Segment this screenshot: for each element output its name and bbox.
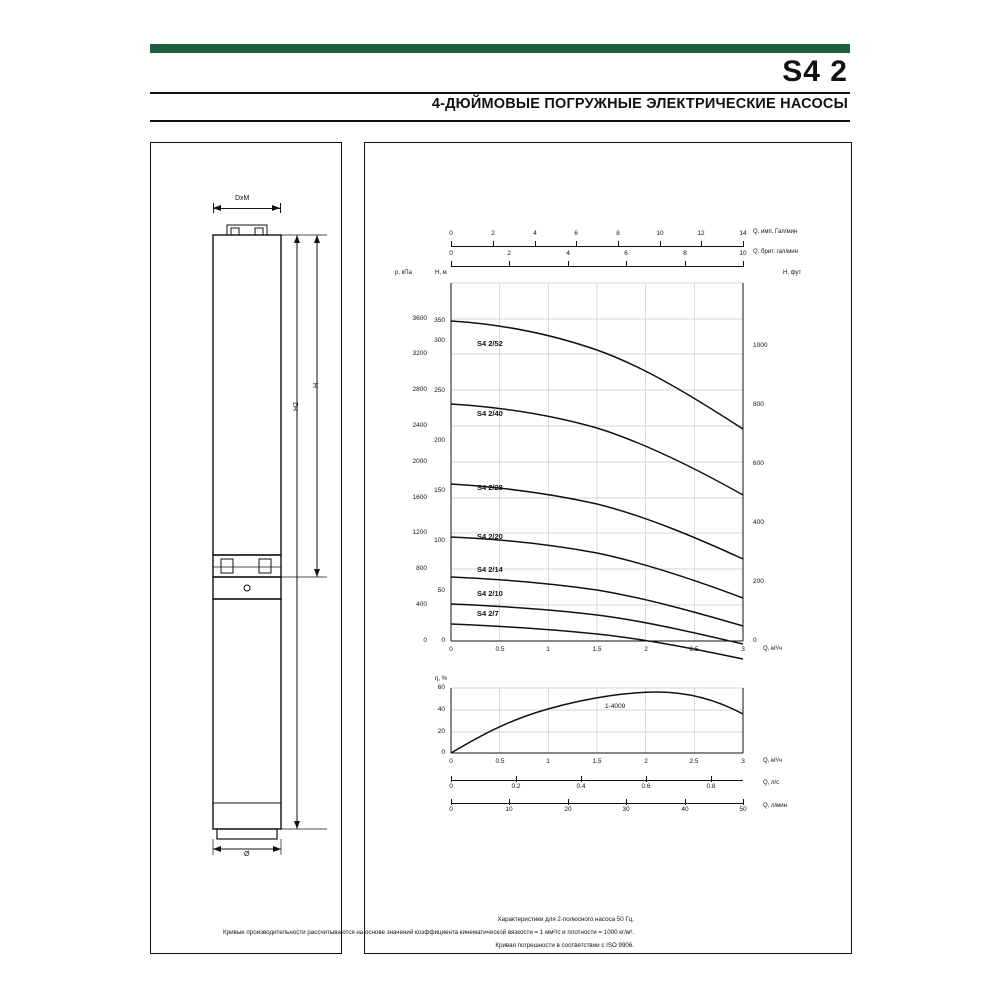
xtop1-tick-6: 12 <box>697 230 705 237</box>
xbot-tick-3: 1.5 <box>592 646 602 653</box>
effx3-tick-5: 50 <box>739 806 747 813</box>
axis-x-eff-lmin <box>451 803 743 804</box>
effx1-tick-3: 1.5 <box>592 758 602 765</box>
ym-tick-5: 250 <box>434 387 445 394</box>
xtop2-tick-1: 2 <box>507 250 511 257</box>
ykpa-tick-2: 800 <box>416 565 427 572</box>
dim-label-h2: H2 <box>293 402 300 411</box>
effx1-tick-5: 2.5 <box>689 758 699 765</box>
effx3-unit: Q, л/мин <box>763 803 787 809</box>
ylabel-m: H, м <box>435 270 447 276</box>
ym-tick-0: 0 <box>441 637 445 644</box>
page-subtitle: 4-ДЮЙМОВЫЕ ПОГРУЖНЫЕ ЭЛЕКТРИЧЕСКИЕ НАСОСЫ <box>431 96 848 112</box>
yft-tick-1: 200 <box>753 578 764 585</box>
efficiency-annotation: 1-4009 <box>605 703 626 710</box>
xtop1-tick-5: 10 <box>656 230 664 237</box>
effx1-tick-4: 2 <box>644 758 648 765</box>
effx2-tick-0: 0 <box>449 783 453 790</box>
xtop2-tick-5: 10 <box>739 250 747 257</box>
effx3-tick-1: 10 <box>505 806 513 813</box>
curve-label-s4-2-52: S4 2/52 <box>477 339 503 348</box>
xtop2-tick-3: 6 <box>624 250 628 257</box>
tick <box>581 776 582 782</box>
xtop1-tick-7: 14 <box>739 230 747 237</box>
page-title: S4 2 <box>782 55 848 88</box>
tick <box>516 776 517 782</box>
dim-label-diameter: Ø <box>244 851 250 858</box>
eff-ylabel: η, % <box>435 676 448 682</box>
ym-tick-2: 100 <box>434 537 445 544</box>
ykpa-tick-0: 0 <box>423 637 427 644</box>
effx1-tick-0: 0 <box>449 758 453 765</box>
curve-label-s4-2-40: S4 2/40 <box>477 409 503 418</box>
header-accent-bar <box>150 44 850 53</box>
xtop1-tick-1: 2 <box>491 230 495 237</box>
curve-label-s4-2-14: S4 2/14 <box>477 565 503 574</box>
effx1-tick-2: 1 <box>546 758 550 765</box>
ykpa-tick-4: 1600 <box>412 494 427 501</box>
effx2-tick-1: 0.2 <box>511 783 521 790</box>
xtop2-tick-2: 4 <box>566 250 570 257</box>
header-rule-bottom <box>150 120 850 122</box>
xtop2-unit: Q, брит. гал/мин <box>753 249 798 255</box>
yft-tick-3: 600 <box>753 460 764 467</box>
efficiency-chart-vectors <box>365 143 851 953</box>
ym-tick-6: 300 <box>434 337 445 344</box>
axis-x-eff-ls <box>451 780 743 781</box>
ykpa-tick-3: 1200 <box>412 529 427 536</box>
curve-label-s4-2-28: S4 2/28 <box>477 483 503 492</box>
tick <box>509 799 510 805</box>
footnote-2: Кривые производительности рассчитываются на основе значений коэффициента кинематической вязкости = 1 мм²/с и плотности = 1000 кг/м³. <box>223 929 634 936</box>
tick <box>685 799 686 805</box>
ykpa-tick-7: 2800 <box>412 386 427 393</box>
xbot-tick-6: 3 <box>741 646 745 653</box>
effx1-tick-6: 3 <box>741 758 745 765</box>
effx2-tick-4: 0.8 <box>706 783 716 790</box>
tick <box>568 799 569 805</box>
yft-tick-2: 400 <box>753 519 764 526</box>
ykpa-tick-5: 2000 <box>412 458 427 465</box>
tick <box>646 776 647 782</box>
tick <box>711 776 712 782</box>
ym-tick-1: 50 <box>437 587 445 594</box>
effy-tick-2: 40 <box>437 706 445 713</box>
effx3-tick-3: 30 <box>622 806 630 813</box>
xbot-tick-0: 0 <box>449 646 453 653</box>
pump-drawing-vectors <box>151 143 341 953</box>
effx1-unit: Q, м³/ч <box>763 758 782 764</box>
pump-drawing-panel <box>150 142 342 954</box>
dim-label-h: H <box>313 382 320 388</box>
ylabel-ft: H, фут <box>783 270 802 276</box>
ykpa-tick-9: 3600 <box>412 315 427 322</box>
ykpa-tick-1: 400 <box>416 601 427 608</box>
tick <box>451 776 452 782</box>
ym-tick-7: 350 <box>434 317 445 324</box>
xbot-tick-2: 1 <box>546 646 550 653</box>
xtop1-tick-3: 6 <box>574 230 578 237</box>
tick <box>626 799 627 805</box>
ym-tick-4: 200 <box>434 437 445 444</box>
xbot-unit: Q, м³/ч <box>763 646 782 652</box>
footnote-3: Кривая погрешности в соответствии с ISO 9906. <box>495 942 634 949</box>
xbot-tick-5: 2.5 <box>689 646 699 653</box>
effx3-tick-2: 20 <box>564 806 572 813</box>
xtop1-tick-0: 0 <box>449 230 453 237</box>
tick <box>451 799 452 805</box>
curve-label-s4-2-7: S4 2/7 <box>477 609 499 618</box>
performance-charts-panel <box>364 142 852 954</box>
tick <box>743 799 744 805</box>
effx3-tick-0: 0 <box>449 806 453 813</box>
footnote-1: Характеристики для 2-полюсного насоса 50 Гц. <box>497 916 634 923</box>
xtop1-tick-2: 4 <box>533 230 537 237</box>
xtop2-tick-4: 8 <box>683 250 687 257</box>
yft-tick-4: 800 <box>753 401 764 408</box>
ylabel-kpa: p, кПа <box>395 270 412 276</box>
xtop1-unit: Q, имп. Гал/мин <box>753 229 798 235</box>
effx2-tick-3: 0.6 <box>641 783 651 790</box>
ykpa-tick-6: 2400 <box>412 422 427 429</box>
yft-tick-0: 0 <box>753 637 757 644</box>
effx2-unit: Q, л/с <box>763 780 780 786</box>
effy-tick-3: 60 <box>437 684 445 691</box>
curve-label-s4-2-10: S4 2/10 <box>477 589 503 598</box>
dim-label-dxm: DxM <box>235 195 250 202</box>
xbot-tick-4: 2 <box>644 646 648 653</box>
effy-tick-1: 20 <box>437 728 445 735</box>
curve-label-s4-2-20: S4 2/20 <box>477 532 503 541</box>
xtop2-tick-0: 0 <box>449 250 453 257</box>
xbot-tick-1: 0.5 <box>495 646 505 653</box>
effx3-tick-4: 40 <box>681 806 689 813</box>
effy-tick-0: 0 <box>441 749 445 756</box>
header-rule-top <box>150 92 850 94</box>
yft-tick-5: 1000 <box>753 342 768 349</box>
effx1-tick-1: 0.5 <box>495 758 505 765</box>
ym-tick-3: 150 <box>434 487 445 494</box>
xtop1-tick-4: 8 <box>616 230 620 237</box>
ykpa-tick-8: 3200 <box>412 350 427 357</box>
effx2-tick-2: 0.4 <box>576 783 586 790</box>
